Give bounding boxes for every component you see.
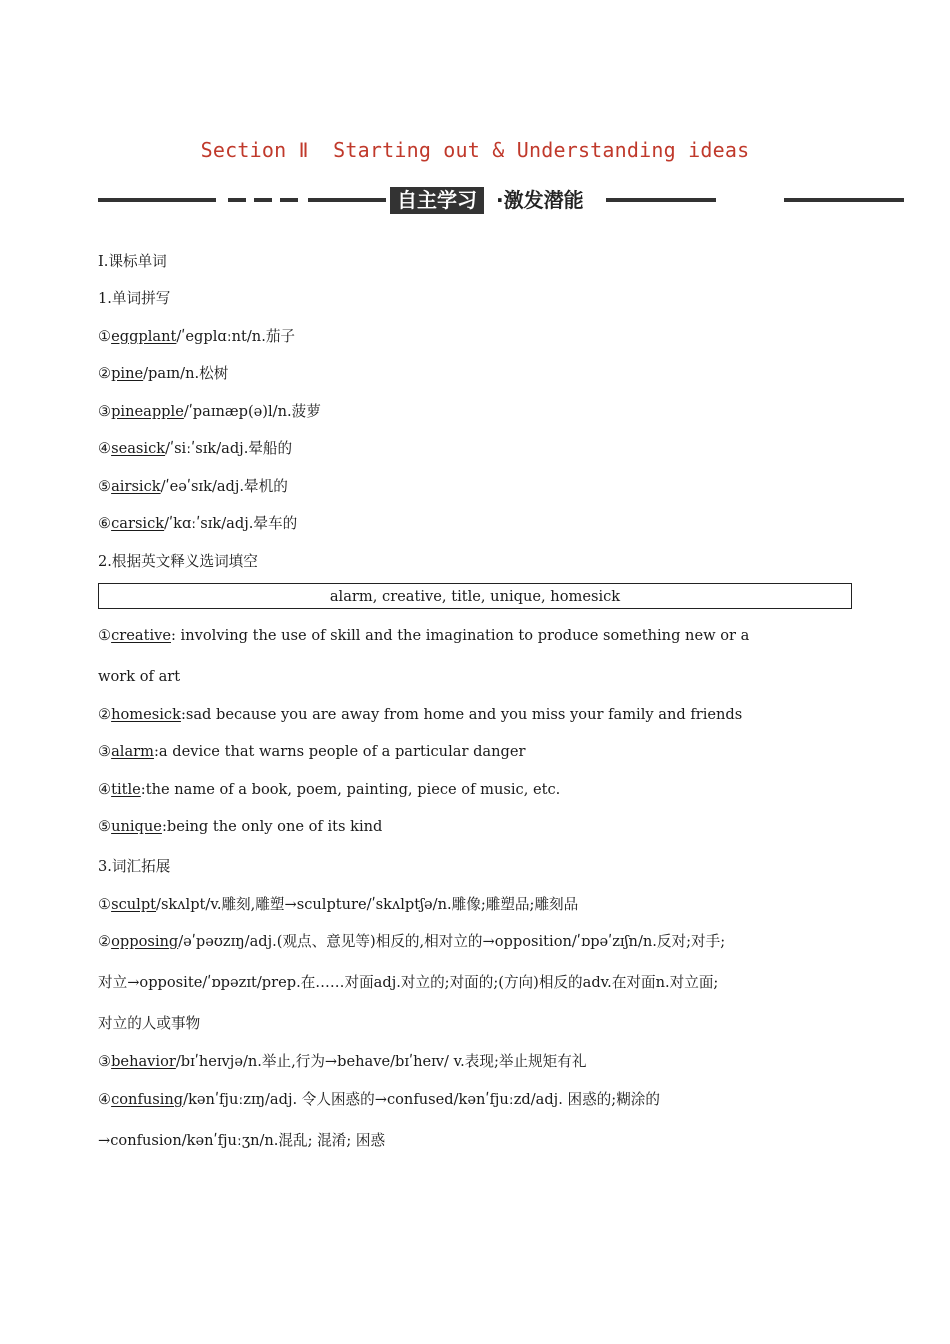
banner-rule (98, 198, 216, 202)
page-title: Section Ⅱ Starting out & Understanding ideas (200, 138, 750, 162)
list-item: ③behavior/bɪʹheɪvjə/n.举止,行为→behave/bɪʹheɪv/ v.表现;举止规矩有礼 (98, 1053, 587, 1070)
section-heading-spelling: 1.单词拼写 (98, 290, 171, 307)
list-item-continued: work of art (98, 668, 181, 685)
list-item: ④seasick/ʹsiːʹsɪk/adj.晕船的 (98, 440, 293, 457)
list-item: ①eggplant/ʹegplɑːnt/n.茄子 (98, 328, 296, 345)
list-item: ③alarm:a device that warns people of a particular danger (98, 743, 526, 760)
banner-dash (228, 198, 246, 202)
list-item: ②opposing/əʹpəʊzɪŋ/adj.(观点、意见等)相反的,相对立的→opposition/ʹɒpəʹzɪʃn/n.反对;对手; (98, 933, 726, 950)
list-item: ④confusing/kənʹfjuːzɪŋ/adj. 令人困惑的→confused/kənʹfjuːzd/adj. 困惑的;糊涂的 (98, 1091, 660, 1108)
banner-rule (784, 198, 904, 202)
section-heading-fill: 2.根据英文释义选词填空 (98, 553, 258, 570)
list-item-continued: →confusion/kənʹfjuːʒn/n.混乱; 混淆; 困惑 (98, 1132, 386, 1149)
list-item-continued: 对立→opposite/ʹɒpəzɪt/prep.在……对面adj.对立的;对面的;(方向)相反的adv.在对面n.对立面; (98, 974, 719, 991)
list-item: ⑤airsick/ʹeəʹsɪk/adj.晕机的 (98, 478, 288, 495)
section-heading-expansion: 3.词汇拓展 (98, 858, 171, 875)
list-item: ②pine/paɪn/n.松树 (98, 365, 229, 382)
list-item: ①sculpt/skʌlpt/v.雕刻,雕塑→sculpture/ʹskʌlptʃə/n.雕像;雕塑品;雕刻品 (98, 896, 579, 913)
section-banner (98, 186, 904, 216)
banner-dash (254, 198, 272, 202)
part-heading: Ⅰ.课标单词 (98, 253, 167, 270)
list-item: ④title:the name of a book, poem, painting, piece of music, etc. (98, 781, 561, 798)
list-item: ①creative: involving the use of skill and the imagination to produce something new or a (98, 627, 750, 644)
banner-rule (606, 198, 716, 202)
list-item: ③pineapple/ʹpaɪnæp(ə)l/n.菠萝 (98, 403, 321, 420)
banner-badge: 自主学习 (390, 187, 484, 214)
banner-rule (308, 198, 386, 202)
list-item: ⑥carsick/ʹkɑːʹsɪk/adj.晕车的 (98, 515, 298, 532)
list-item: ⑤unique:being the only one of its kind (98, 818, 383, 835)
banner-subtitle: ·激发潜能 (496, 188, 584, 212)
banner-dash (280, 198, 298, 202)
list-item-continued: 对立的人或事物 (98, 1015, 201, 1032)
word-bank-box: alarm, creative, title, unique, homesick (98, 583, 852, 609)
list-item: ②homesick:sad because you are away from home and you miss your family and friends (98, 706, 743, 723)
